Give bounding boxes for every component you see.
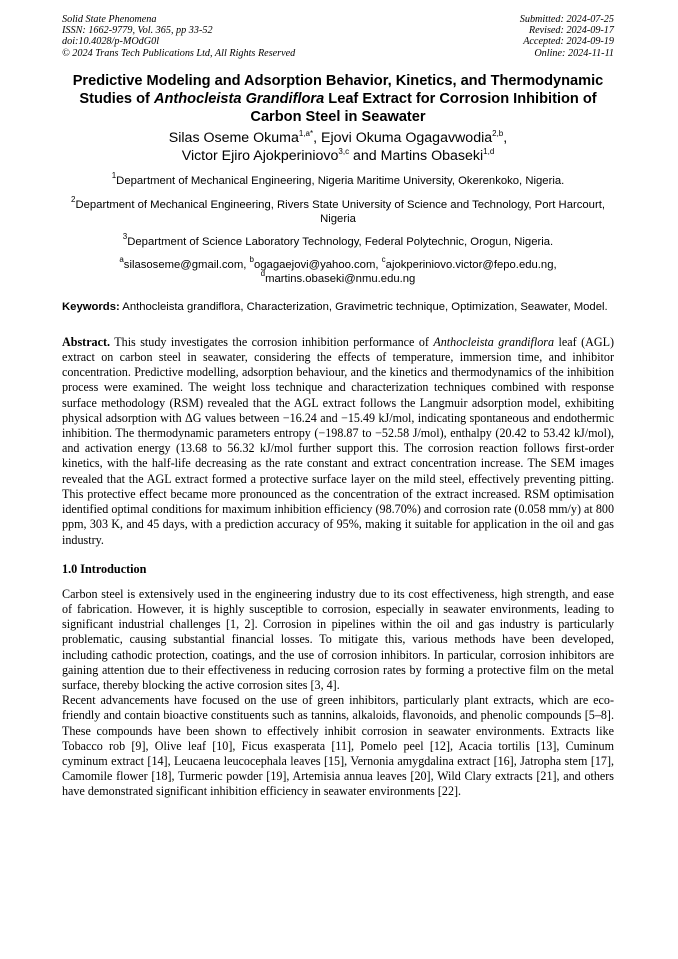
title-species: Anthocleista Grandiflora <box>153 91 325 108</box>
author-list: Silas Oseme Okuma$^{1,a*}$, Ejovi Okuma Ogagavwodia$^{2,b}$, Victor Ejiro Ajokperiniovo$^{3,c}$ and Martins Obaseki$^{1,d}$ <box>168 129 508 165</box>
keywords-text: Anthocleista grandiflora, Characterization, Gravimetric technique, Optimization, Seawater, Model. <box>122 300 608 313</box>
author: Ejovi Okuma Ogagavwodia$^{2,b}$ <box>321 129 504 147</box>
copyright: © 2024 Trans Tech Publications Ltd, All Rights Reserved <box>62 47 296 59</box>
affiliation: $^3$Department of Science Laboratory Technology, Federal Polytechnic, Orogun, Nigeria. <box>122 231 554 248</box>
keywords <box>62 300 614 315</box>
header-metadata <box>62 14 614 59</box>
publication-dates <box>520 14 614 59</box>
author: Silas Oseme Okuma$^{1,a*}$ <box>168 129 314 147</box>
title-text: Predictive Modeling and Adsorption Behavior, Kinetics, and Thermodynamic Studies of <box>72 72 604 108</box>
online-date: Online: 2024-11-11 <box>534 47 614 59</box>
paper-page <box>62 14 614 800</box>
publication-info <box>62 14 295 59</box>
abstract: Abstract. This study investigates the corrosion inhibition performance of Anthocleista grandiflora leaf (AGL) extract on carbon steel in seawater, considering the effects of temperature, immersion time, and inhibitor concentration. Predictive modelling, adsorption behaviour, and the kinetics and thermodynamics of the inhibition process were examined. The weight loss technique and characterization techniques combined with response surface methodology (RSM) revealed that the AGL extract follows the Langmuir adsorption model, exhibiting physical adsorption with ΔG values between −16.24 and −15.49 kJ/mol, indicating spontaneous and endothermic inhibition. The thermodynamic parameters entropy (−198.87 to −52.58 J/mol), enthalpy (20.42 to 53.42 kJ/mol), and activation energy (13.68 to 56.32 kJ/mol further support this. The corrosion reaction follows first-order kinetics, with the half-life decreasing as the rate constant and extract concentration increase. The SEM images revealed that the AGL extract formed a protective surface layer on the mild steel, effectively preventing pitting. This protective effect became more pronounced as the concentration of the extract increased. RSM optimisation identified optimal conditions for maximum inhibition efficiency (98.70%) and corrosion rate (0.058 mm/y) at 800 ppm, 303 K, and 45 days, with a prediction accuracy of 95%, making it suitable for application in the oil and gas industry. <box>62 334 614 547</box>
author: Victor Ejiro Ajokperiniovo$^{3,c}$ <box>181 147 350 165</box>
journal-name: Solid State Phenomena <box>62 14 157 25</box>
section-heading: 1.0 Introduction <box>62 561 147 576</box>
body-paragraph: Recent advancements have focused on the use of green inhibitors, particularly plant extracts, which are eco-friendly and contain bioactive constituents such as tannins, alkaloids, flavonoids, and phenolic compounds [5–8]. These compounds have been shown to effectively inhibit corrosion in seawater environments. Extracts like Tobacco rob [9], Olive leaf [10], Ficus exasperata [11], Pomelo peel [12], Acacia tortilis [13], Cuminum cyminum extract [14], Leucaena leucocephala leaves [15], Vernonia amygdalina extract [16], Jatropha stem [17], Camomile flower [18], Turmeric powder [19], Artemisia annua leaves [20], Wild Clary extracts [21], and others have demonstrated significant inhibition efficiency in seawater environments [22]. <box>62 693 614 799</box>
author: Martins Obaseki$^{1,d}$ <box>380 147 495 165</box>
submitted-date: Submitted: 2024-07-25 <box>519 14 614 25</box>
email[interactable]: $^c$ajokperiniovo.victor@fepo.edu.ng <box>381 255 554 272</box>
revised-date: Revised: 2024-09-17 <box>528 25 614 37</box>
title-text-end: Leaf Extract for Corrosion Inhibition of Carbon Steel in Seawater <box>250 91 597 126</box>
paper-title <box>62 72 614 127</box>
doi: doi:10.4028/p-MOdG0l <box>62 36 160 48</box>
body-paragraph: Carbon steel is extensively used in the engineering industry due to its cost effectiveness, high strength, and ease of fabrication. However, it is highly susceptible to corrosion, especially in seawater environments, leading to significant industrial challenges [1, 2]. Corrosion in pipelines within the oil and gas industry is particularly problematic, causing substantial financial losses. To mitigate this, various methods have been developed, including cathodic protection, coatings, and the use of corrosion inhibitors. In particular, corrosion inhibitors are gaining attention due to their effectiveness in reducing corrosion rates by forming a protective film on the metal surface, thereby blocking the active corrosion sites [3, 4]. <box>62 586 614 692</box>
keywords-label: Keywords: <box>62 300 120 313</box>
email[interactable]: $^d$martins.obaseki@nmu.edu.ng <box>260 269 416 286</box>
accepted-date: Accepted: 2024-09-19 <box>523 36 614 48</box>
email[interactable]: $^b$ogagaejovi@yahoo.com <box>249 255 376 272</box>
affiliation: $^1$Department of Mechanical Engineering, Nigeria Maritime University, Okerenkoko, Nigeria. <box>111 171 565 188</box>
affiliation: $^2$Department of Mechanical Engineering, Rivers State University of Science and Technology, Port Harcourt, Nigeria <box>71 194 605 226</box>
abstract-label: Abstract. <box>62 334 111 349</box>
issn-volume: ISSN: 1662-9779, Vol. 365, pp 33-52 <box>62 25 213 37</box>
email[interactable]: $^a$silasoseme@gmail.com <box>119 255 244 272</box>
author-emails: $^a$silasoseme@gmail.com, $^b$ogagaejovi@yahoo.com, $^c$ajokperiniovo.victor@fepo.edu.ng, $^d$martins.obaseki@nmu.edu.ng <box>119 255 557 286</box>
